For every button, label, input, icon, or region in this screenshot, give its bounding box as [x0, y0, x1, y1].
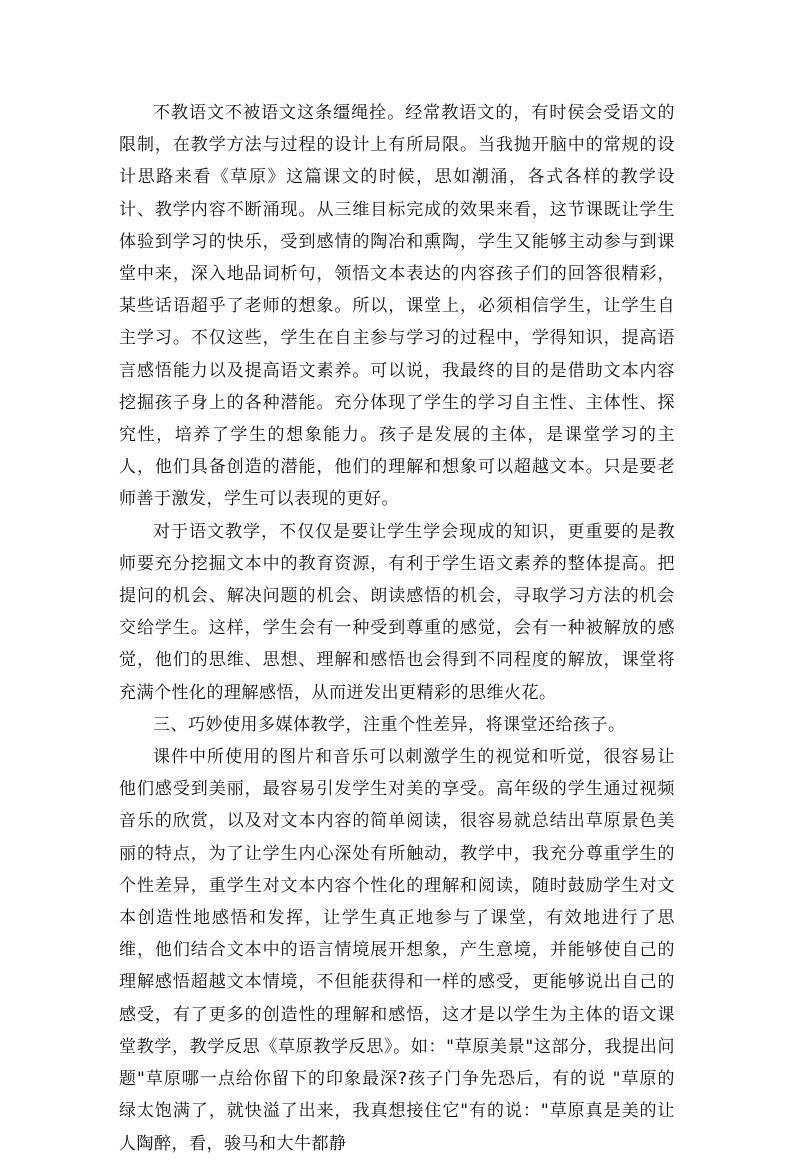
- document-body: [119, 97, 675, 1160]
- section-heading-3: 三、巧妙使用多媒体教学，注重个性差异，将课堂还给孩子。: [153, 714, 626, 735]
- paragraph-4: 课件中所使用的图片和音乐可以刺激学生的视觉和听觉，很容易让他们感受到美丽，最容易引发学生对美的享受。高年级的学生通过视频音乐的欣赏，以及对文本内容的简单阅读，很容易就总结出草原景色美丽的特点，为了让学生内心深处有所触动，教学中，我充分尊重学生的个性差异，重学生对文本内容个性化的理解和阅读，随时鼓励学生对文本创造性地感悟和发挥，让学生真正地参与了课堂，有效地进行了思维，他们结合文本中的语言情境展开想象，产生意境，并能够使自己的理解感悟超越文本情境，不但能获得和一样的感受，更能够说出自己的感受，有了更多的创造性的理解和感悟，这才是以学生为主体的语文课堂教学，教学反思《草原教学反思》。如："草原美景"这部分，我提出问题"草原哪一点给你留下的印象最深?孩子门争先恐后，有的说 "草原的绿太饱满了，就快溢了出来，我真想接住它"有的说："草原真是美的让人陶醉，看，骏马和大牛都静: [119, 747, 675, 1154]
- paragraph-1: 不教语文不被语文这条缰绳拴。经常教语文的，有时侯会受语文的限制，在教学方法与过程的设计上有所局限。当我抛开脑中的常规的设计思路来看《草原》这篇课文的时候，思如潮涌，各式各样的教学设计、教学内容不断涌现。从三维目标完成的效果来看，这节课既让学生体验到学习的快乐，受到感情的陶冶和熏陶，学生又能够主动参与到课堂中来，深入地品词析句，领悟文本表达的内容孩子们的回答很精彩，某些话语超乎了老师的想象。所以，课堂上，必须相信学生，让学生自主学习。不仅这些，学生在自主参与学习的过程中，学得知识，提高语言感悟能力以及提高语文素养。可以说，我最终的目的是借助文本内容挖掘孩子身上的各种潜能。充分体现了学生的学习自主性、主体性、探究性，培养了学生的想象能力。孩子是发展的主体，是课堂学习的主人，他们具备创造的潜能，他们的理解和想象可以超越文本。只是要老师善于激发，学生可以表现的更好。: [119, 103, 675, 510]
- paragraph-2: 对于语文教学，不仅仅是要让学生学会现成的知识，更重要的是教师要充分挖掘文本中的教育资源，有利于学生语文素养的整体提高。把提问的机会、解决问题的机会、朗读感悟的机会，寻取学习方法的机会交给学生。这样，学生会有一种受到尊重的感觉，会有一种被解放的感觉，他们的思维、思想、理解和感悟也会得到不同程度的解放，课堂将充满个性化的理解感悟，从而迸发出更精彩的思维火花。: [119, 521, 675, 703]
